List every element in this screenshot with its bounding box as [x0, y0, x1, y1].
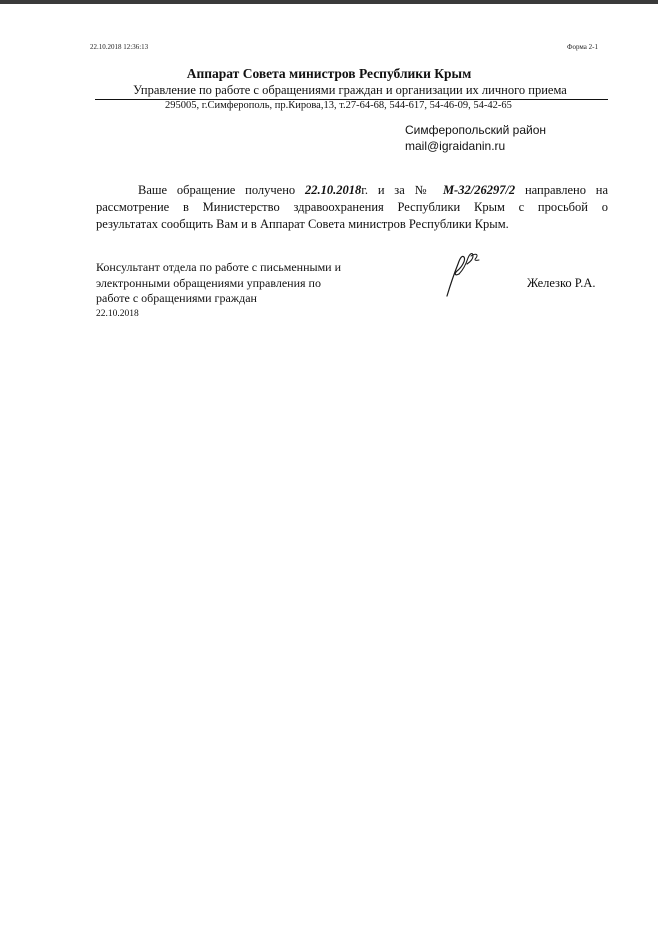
- organization-address: 295005, г.Симферополь, пр.Кирова,13, т.27-64-68, 544-617, 54-46-09, 54-42-65: [165, 100, 512, 111]
- signature-date: 22.10.2018: [96, 308, 139, 319]
- body-line-3: результатах сообщить Вам и в Аппарат Совета министров Республики Крым.: [96, 217, 509, 231]
- signer-title-line-3: работе с обращениями граждан: [96, 291, 257, 305]
- signer-block: [96, 260, 341, 322]
- signer-name: Железко Р.А.: [527, 276, 596, 290]
- recipient-district: Симферопольский район: [405, 123, 547, 137]
- organization-title: Аппарат Совета министров Республики Крым: [186, 66, 472, 81]
- scan-top-edge: [0, 0, 658, 4]
- recipient-email: mail@igraidanin.ru: [405, 139, 506, 153]
- letter-body: [96, 182, 608, 233]
- signer-title-line-1: Консультант отдела по работе с письменными и: [96, 260, 342, 274]
- body-line-1: [96, 182, 608, 199]
- received-date: 22.10.2018: [304, 183, 362, 197]
- body-text-forwarded: направлено на: [515, 183, 608, 197]
- body-text-received: Ваше обращение получено: [138, 183, 305, 197]
- department-title: Управление по работе с обращениями граждан и организации их личного приема: [133, 83, 567, 97]
- handwritten-signature: [435, 248, 495, 300]
- body-line-2: рассмотрение в Министерство здравоохранения Республики Крым с просьбой о: [96, 200, 608, 214]
- signer-title-line-2: электронными обращениями управления по: [96, 275, 321, 290]
- form-number: Форма 2-1: [567, 43, 598, 51]
- body-text-number-label: г. и за №: [361, 183, 443, 197]
- print-timestamp: 22.10.2018 12:36:13: [90, 43, 149, 51]
- registration-number: М-32/26297/2: [442, 183, 516, 197]
